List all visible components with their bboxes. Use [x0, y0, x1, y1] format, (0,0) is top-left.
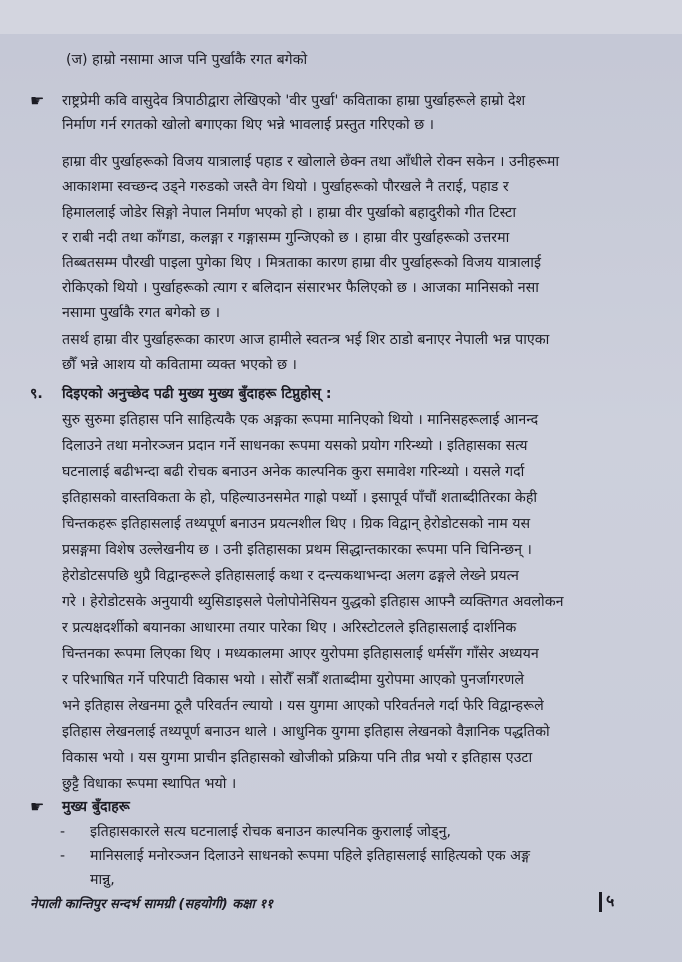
passage-line: घटनालाई बढीभन्दा बढी रोचक बनाउन अनेक काल्पनिक कुरा समावेश गरिन्थ्यो । यसले गर्दा: [62, 464, 525, 480]
passage-line: प्रसङ्गमा विशेष उल्लेखनीय छ । उनी इतिहासका प्रथम सिद्धान्तकारका रूपमा पनि चिनिन्छन् ।: [62, 542, 532, 558]
para1-line: नसामा पुर्खाकै रगत बगेको छ ।: [62, 305, 220, 321]
point-line: मान्नु,: [90, 872, 115, 888]
para1-line: हाम्रा वीर पुर्खाहरूको विजय यात्रालाई पहाड र खोलाले छेक्न तथा आँधीले रोक्न सकेन । उनीहरूमा: [62, 154, 560, 170]
points-heading: मुख्य बुँदाहरू: [62, 799, 130, 815]
passage-line: र परिभाषित गर्ने परिपाटी विकास भयो । सोरौँ सत्रौँ शताब्दीमा युरोपमा आएको पुनर्जागरणले: [62, 672, 524, 688]
passage-line: इतिहास लेखनलाई तथ्यपूर्ण बनाउन थाले । आधुनिक युगमा इतिहास लेखनको वैज्ञानिक पद्धतिको: [62, 724, 550, 740]
para1-line: रोकिएको थियो । पुर्खाहरूको त्याग र बलिदान संसारभर फैलिएको छ । आजका मानिसको नसा: [62, 280, 539, 296]
item-j: (ज) हाम्रो नसामा आज पनि पुर्खाकै रगत बगेको: [66, 52, 308, 68]
intro-bullet-icon: [30, 91, 44, 112]
para2-line: तसर्थ हाम्रा वीर पुर्खाहरूका कारण आज हामीले स्वतन्त्र भई शिर ठाडो बनाएर नेपाली भन्न पाएका: [62, 332, 550, 348]
passage-line: चिन्तनका रूपमा लिएका थिए । मध्यकालमा आएर युरोपमा इतिहासलाई धर्मसँग गाँसेर अध्ययन: [62, 646, 539, 662]
page-number-value: ५: [606, 891, 615, 910]
para1-line: हिमाललाई जोडेर सिङ्गो नेपाल निर्माण भएको हो । हाम्रा वीर पुर्खाको बहादुरीको गीत टिस्टा: [62, 205, 517, 221]
question-number: ९.: [30, 386, 43, 402]
passage-line: छुट्टै विधाका रूपमा स्थापित भयो ।: [62, 776, 237, 792]
points-bullet-icon: [30, 797, 44, 818]
point-dash: -: [60, 848, 66, 864]
page-number-bar: [599, 892, 602, 912]
passage-line: सुरु सुरुमा इतिहास पनि साहित्यकै एक अङ्गका रूपमा मानिएको थियो । मानिसहरूलाई आनन्द: [62, 412, 539, 428]
intro-line-2: निर्माण गर्न रगतको खोलो बगाएका थिए भन्ने भावलाई प्रस्तुत गरिएको छ ।: [62, 117, 435, 133]
para2-line: छौँ भन्ने आशय यो कवितामा व्यक्त भएको छ ।: [62, 357, 297, 373]
scan-top-strip: [0, 0, 682, 34]
page-number: [599, 889, 614, 912]
point-line: मानिसलाई मनोरञ्जन दिलाउने साधनको रूपमा पहिले इतिहासलाई साहित्यको एक अङ्ग: [90, 848, 530, 864]
pointing-hand-icon: ☛: [30, 797, 45, 816]
question-heading: दिइएको अनुच्छेद पढी मुख्य मुख्य बुँदाहरू टिप्नुहोस् :: [62, 386, 332, 402]
passage-line: विकास भयो । यस युगमा प्राचीन इतिहासको खोजीको प्रक्रिया पनि तीव्र भयो र इतिहास एउटा: [62, 750, 533, 766]
point-dash: -: [60, 824, 66, 840]
footer-title: नेपाली कान्तिपुर सन्दर्भ सामग्री (सहयोगी) कक्षा ११: [30, 897, 273, 912]
intro-line-1: राष्ट्रप्रेमी कवि वासुदेव त्रिपाठीद्वारा लेखिएको 'वीर पुर्खा' कविताका हाम्रा पुर्खाहरूले हाम्रो देश: [62, 93, 526, 109]
pointing-hand-icon: ☛: [30, 91, 45, 110]
point-line: इतिहासकारले सत्य घटनालाई रोचक बनाउन काल्पनिक कुरालाई जोड्नु,: [90, 824, 452, 840]
para1-line: आकाशमा स्वच्छन्द उड्ने गरुडको जस्तै वेग थियो । पुर्खाहरूको पौरखले नै तराई, पहाड र: [62, 179, 509, 195]
passage-line: गरे । हेरोडोटसके अनुयायी थ्युसिडाइसले पेलोपोनेसियन युद्धको इतिहास आफ्नै व्यक्तिगत अवलोकन: [62, 594, 564, 610]
para1-line: तिब्बतसम्म पौरखी पाइला पुगेका थिए । मित्रताका कारण हाम्रा वीर पुर्खाहरूको विजय यात्रालाई: [62, 255, 541, 271]
passage-line: र प्रत्यक्षदर्शीको बयानका आधारमा तयार पारेका थिए । अरिस्टोटलले इतिहासलाई दार्शनिक: [62, 620, 517, 636]
passage-line: दिलाउने तथा मनोरञ्जन प्रदान गर्ने साधनका रूपमा यसको प्रयोग गरिन्थ्यो । इतिहासका सत्य: [62, 438, 528, 454]
passage-line: हेरोडोटसपछि थुप्रै विद्वान्हरूले इतिहासलाई कथा र दन्त्यकथाभन्दा अलग ढङ्गले लेख्ने प्रयत्न: [62, 568, 519, 584]
para1-line: र राबी नदी तथा काँगडा, कलङ्गा र गङ्गासम्म गुन्जिएको छ । हाम्रा वीर पुर्खाहरूको उत्तरमा: [62, 230, 510, 246]
passage-line: चिन्तकहरू इतिहासलाई तथ्यपूर्ण बनाउन प्रयत्नशील थिए । ग्रिक विद्वान् हेरोडोटसको नाम यस: [62, 516, 531, 532]
passage-line: इतिहासको वास्तविकता के हो, पहिल्याउनसमेत गाह्रो पर्थ्यो । इसापूर्व पाँचौं शताब्दीतिरका केही: [62, 490, 538, 506]
passage-line: भने इतिहास लेखनमा ठूलै परिवर्तन ल्यायो । यस युगमा आएको परिवर्तनले गर्दा फेरि विद्वान्हरूले: [62, 698, 544, 714]
